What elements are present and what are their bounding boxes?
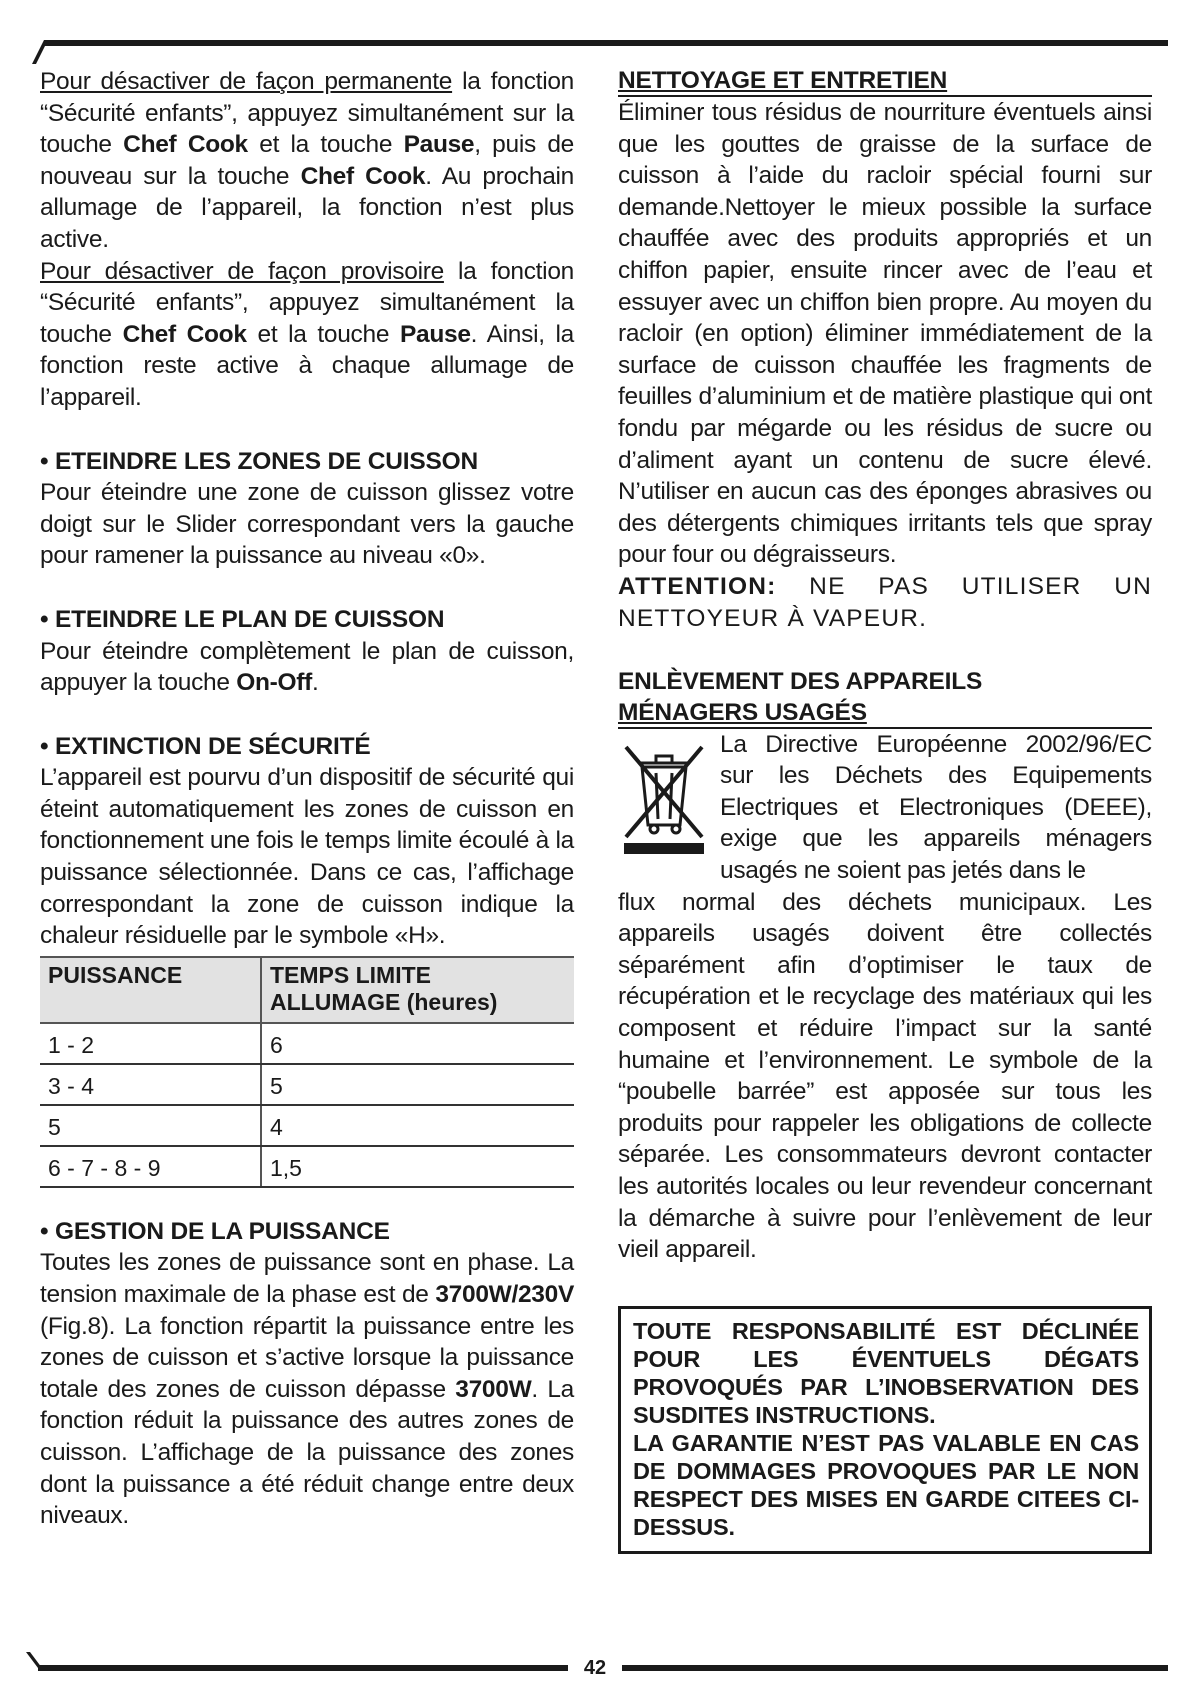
table-row: 6 - 7 - 8 - 9 1,5 [40,1146,574,1187]
weee-block [618,729,1152,887]
power-mgmt-heading: • GESTION DE LA PUISSANCE [40,1217,390,1245]
chef-cook-key: Chef Cook [122,320,247,348]
cleaning-warning: ATTENTION: NE PAS UTILISER UN NETTOYEUR À VAPEUR. [618,572,1152,632]
safety-heading: • EXTINCTION DE SÉCURITÉ [40,732,371,760]
table-header [40,957,574,1023]
child-lock-temporary: Pour désactiver de façon provisoire la fonction “Sécurité enfants”, appuyez simultanément la touche Chef Cook et la touche Pause. Ainsi, la fonction reste active à chaque allumage de l’appareil. [40,257,574,411]
page-number: 42 [583,1657,607,1679]
table-row: 3 - 4 5 [40,1064,574,1105]
crossed-bin-icon [618,729,710,887]
disclaimer-liability: TOUTE RESPONSABILITÉ EST DÉCLINÉE POUR LES ÉVENTUELS DÉGATS PROVOQUÉS PAR L’INOBSERVATION DES SUSDITES INSTRUCTIONS. [633,1317,1139,1428]
right-column [618,66,1152,1554]
weee-text: flux normal des déchets municipaux. Les appareils usagés doivent être collectés séparément afin d’optimiser le taux de récupération et le recyclage des matériaux qui les composent et réduire l’impact sur la santé humaine et l’environnement. Le symbole de la “poubelle barrée” est apposée sur tous les produits pour rappeler les obligations de collecte séparée. Les consommateurs devront contacter les autorités locales ou leur revendeur concernant la démarche à suivre pour l’enlèvement de leur vieil appareil. [618,888,1152,1264]
table-row: 5 4 [40,1105,574,1146]
permanent-disable-title: Pour désactiver de façon permanente [40,68,453,95]
pause-key: Pause [403,131,475,159]
chef-cook-key: Chef Cook [123,131,248,159]
on-off-key: On-Off [236,669,312,697]
zones-off-text: Pour éteindre une zone de cuisson glissez votre doigt sur le Slider correspondant vers la gauche pour ramener la puissance au niveau «0». [40,479,574,570]
col-power-header: PUISSANCE [40,957,261,1023]
child-lock-permanent: Pour désactiver de façon permanente la fonction “Sécurité enfants”, appuyez simultanément sur la touche Chef Cook et la touche Pause, puis de nouveau sur la touche Chef Cook. Au prochain allumage de l’appareil, la fonction n’est plus active. [40,68,574,253]
left-column [40,66,574,1532]
disposal-heading-line2: MÉNAGERS USAGÉS [618,698,1152,729]
hob-off-text: Pour éteindre complètement le plan de cuisson, appuyer la touche On-Off. [40,637,574,697]
col-time-header: TEMPS LIMITE ALLUMAGE (heures) [261,957,574,1023]
chef-cook-key: Chef Cook [300,162,426,190]
cleaning-text: Éliminer tous résidus de nourriture éventuels ainsi que les gouttes de graisse de la surface de cuisson à l’aide du racloir spécial fourni sur demande.Nettoyer le mieux possible la surface chauffée avec des produits appropriés et un chiffon papier, ensuite rincer avec de l’eau et essuyer avec un chiffon bien propre. Au moyen du racloir (en option) éliminer immédiatement de la surface de cuisson chauffée les fragments de feuilles d’aluminium et de matière plastique qui ont fondu par mégarde ou les résidus de sucre ou d’aliment ayant un contenu de sucre élevé. N’utiliser en aucun cas des éponges abrasives ou des détergents chimiques irritants tels que spray pour four ou dégraisseurs. [618,99,1152,569]
time-limit-table [40,956,574,1188]
cleaning-heading: NETTOYAGE ET ENTRETIEN [618,66,1152,97]
hob-off-heading: • ETEINDRE LE PLAN DE CUISSON [40,605,445,633]
safety-text: L’appareil est pourvu d’un dispositif de sécurité qui éteint automatiquement les zones de cuisson en fonctionnement une fois le temps limite écoulé à la puissance sélectionnée. Dans ce cas, l’affichage correspondant la zone de cuisson indique la chaleur résiduelle par le symbole «H». [40,764,574,950]
power-mgmt-text: Toutes les zones de puissance sont en phase. La tension maximale de la phase est de 3700W/230V (Fig.8). La fonction répartit la puissance entre les zones de cuisson et s’active lorsque la puissance totale des zones de cuisson dépasse 3700W. La fonction réduit la puissance des autres zones de cuisson. L’affichage de la puissance des zones dont la puissance a été réduit change entre deux niveaux. [40,1249,574,1530]
pause-key: Pause [399,320,471,348]
table-row: 1 - 2 6 [40,1023,574,1064]
zones-off-heading: • ETEINDRE LES ZONES DE CUISSON [40,447,478,475]
disposal-heading-line1: ENLÈVEMENT DES APPAREILS [618,668,983,696]
disclaimer-warranty: LA GARANTIE N’EST PAS VALABLE EN CAS DE DOMMAGES PROVOQUES PAR LE NON RESPECT DES MISES EN GARDE CITEES CI-DESSUS. [633,1429,1139,1540]
temporary-disable-title: Pour désactiver de façon provisoire [40,257,444,285]
weee-side-text: La Directive Européenne 2002/96/EC sur les Déchets des Equipements Electriques et Electroniques (DEEE), exige que les appareils ménagers usagés ne soient pas jetés dans le [720,730,1152,885]
disclaimer-box [618,1306,1152,1554]
attention-label: ATTENTION: [618,572,777,600]
